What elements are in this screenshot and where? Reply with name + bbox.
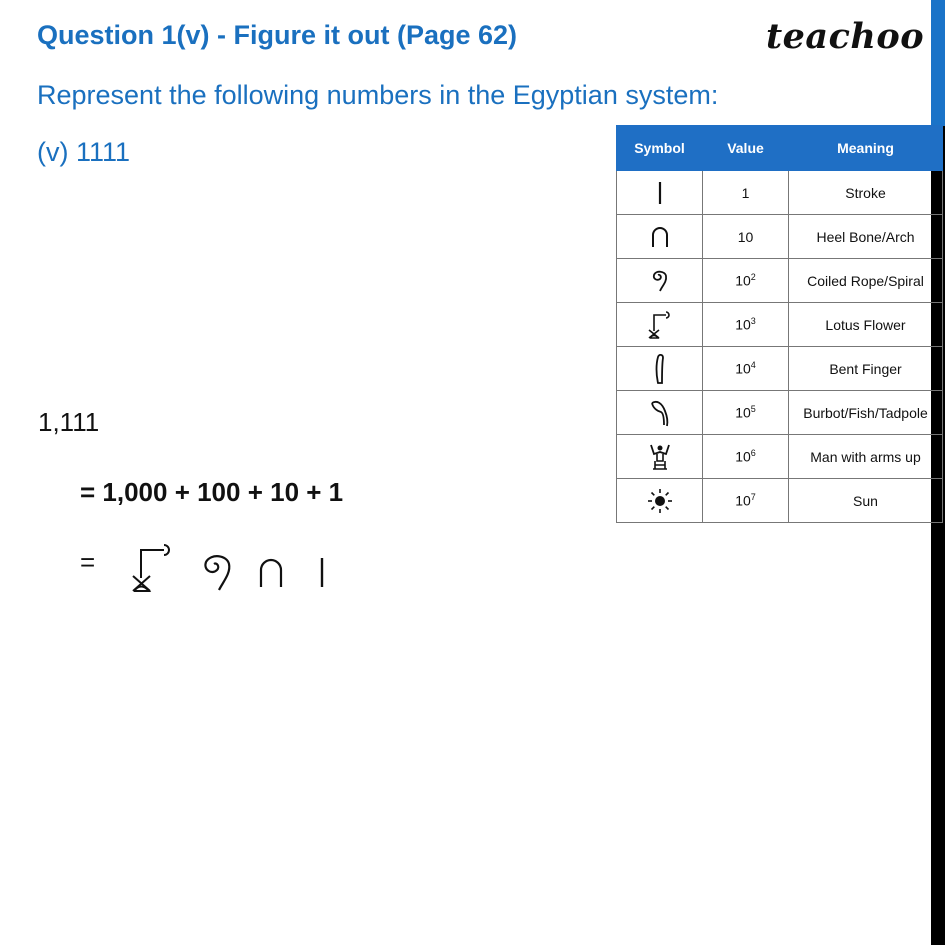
symbol-cell [617,479,703,523]
meaning-cell: Heel Bone/Arch [789,215,943,259]
symbol-cell [617,171,703,215]
heel-bone-icon [261,560,281,587]
value-cell: $10^3$ [703,303,789,347]
symbol-cell [617,215,703,259]
meaning-cell: Bent Finger [789,347,943,391]
table-row [617,303,943,347]
solution-equals-sign: = [80,547,96,577]
egyptian-symbols-table [616,125,943,523]
solution-number: 1,111 [38,407,100,437]
bent-finger-icon [650,352,670,386]
meaning-cell: Burbot/Fish/Tadpole [789,391,943,435]
teachoo-logo: teachoo [766,16,925,57]
table-header-row [617,126,943,171]
man-arms-up-icon [647,441,673,473]
value-cell: 1 [703,171,789,215]
value-cell: $10^7$ [703,479,789,523]
table-row [617,479,943,523]
right-edge-accent [931,0,945,126]
problem-instruction: Represent the following numbers in the Egyptian system: [37,80,719,110]
question-title: Question 1(v) - Figure it out (Page 62) [37,20,518,50]
symbol-cell [617,435,703,479]
table-row [617,171,943,215]
solution-expansion: = 1,000 + 100 + 10 + 1 [80,477,344,507]
table-row [617,347,943,391]
lotus-flower-icon [133,545,169,591]
stroke-icon [650,179,670,207]
coiled-rope-icon [649,267,671,295]
header-symbol: Symbol [617,126,703,171]
header-value: Value [703,126,789,171]
solution-egyptian-symbols [128,540,338,596]
value-cell: $10^4$ [703,347,789,391]
table-row [617,259,943,303]
meaning-cell: Coiled Rope/Spiral [789,259,943,303]
symbol-cell [617,303,703,347]
symbol-cell [617,259,703,303]
tadpole-icon [648,397,672,429]
symbol-cell [617,391,703,435]
heel-bone-icon [649,223,671,251]
table-row [617,215,943,259]
meaning-cell: Stroke [789,171,943,215]
table-row [617,391,943,435]
value-cell: $10^2$ [703,259,789,303]
sun-icon [646,487,674,515]
meaning-cell: Lotus Flower [789,303,943,347]
value-cell: $10^6$ [703,435,789,479]
meaning-cell: Man with arms up [789,435,943,479]
symbol-cell [617,347,703,391]
value-cell: 10 [703,215,789,259]
header-meaning: Meaning [789,126,943,171]
problem-part: (v) 1111 [37,137,131,167]
lotus-flower-icon [646,309,674,341]
value-cell: $10^5$ [703,391,789,435]
table-row [617,435,943,479]
coiled-rope-icon [205,556,229,590]
meaning-cell: Sun [789,479,943,523]
